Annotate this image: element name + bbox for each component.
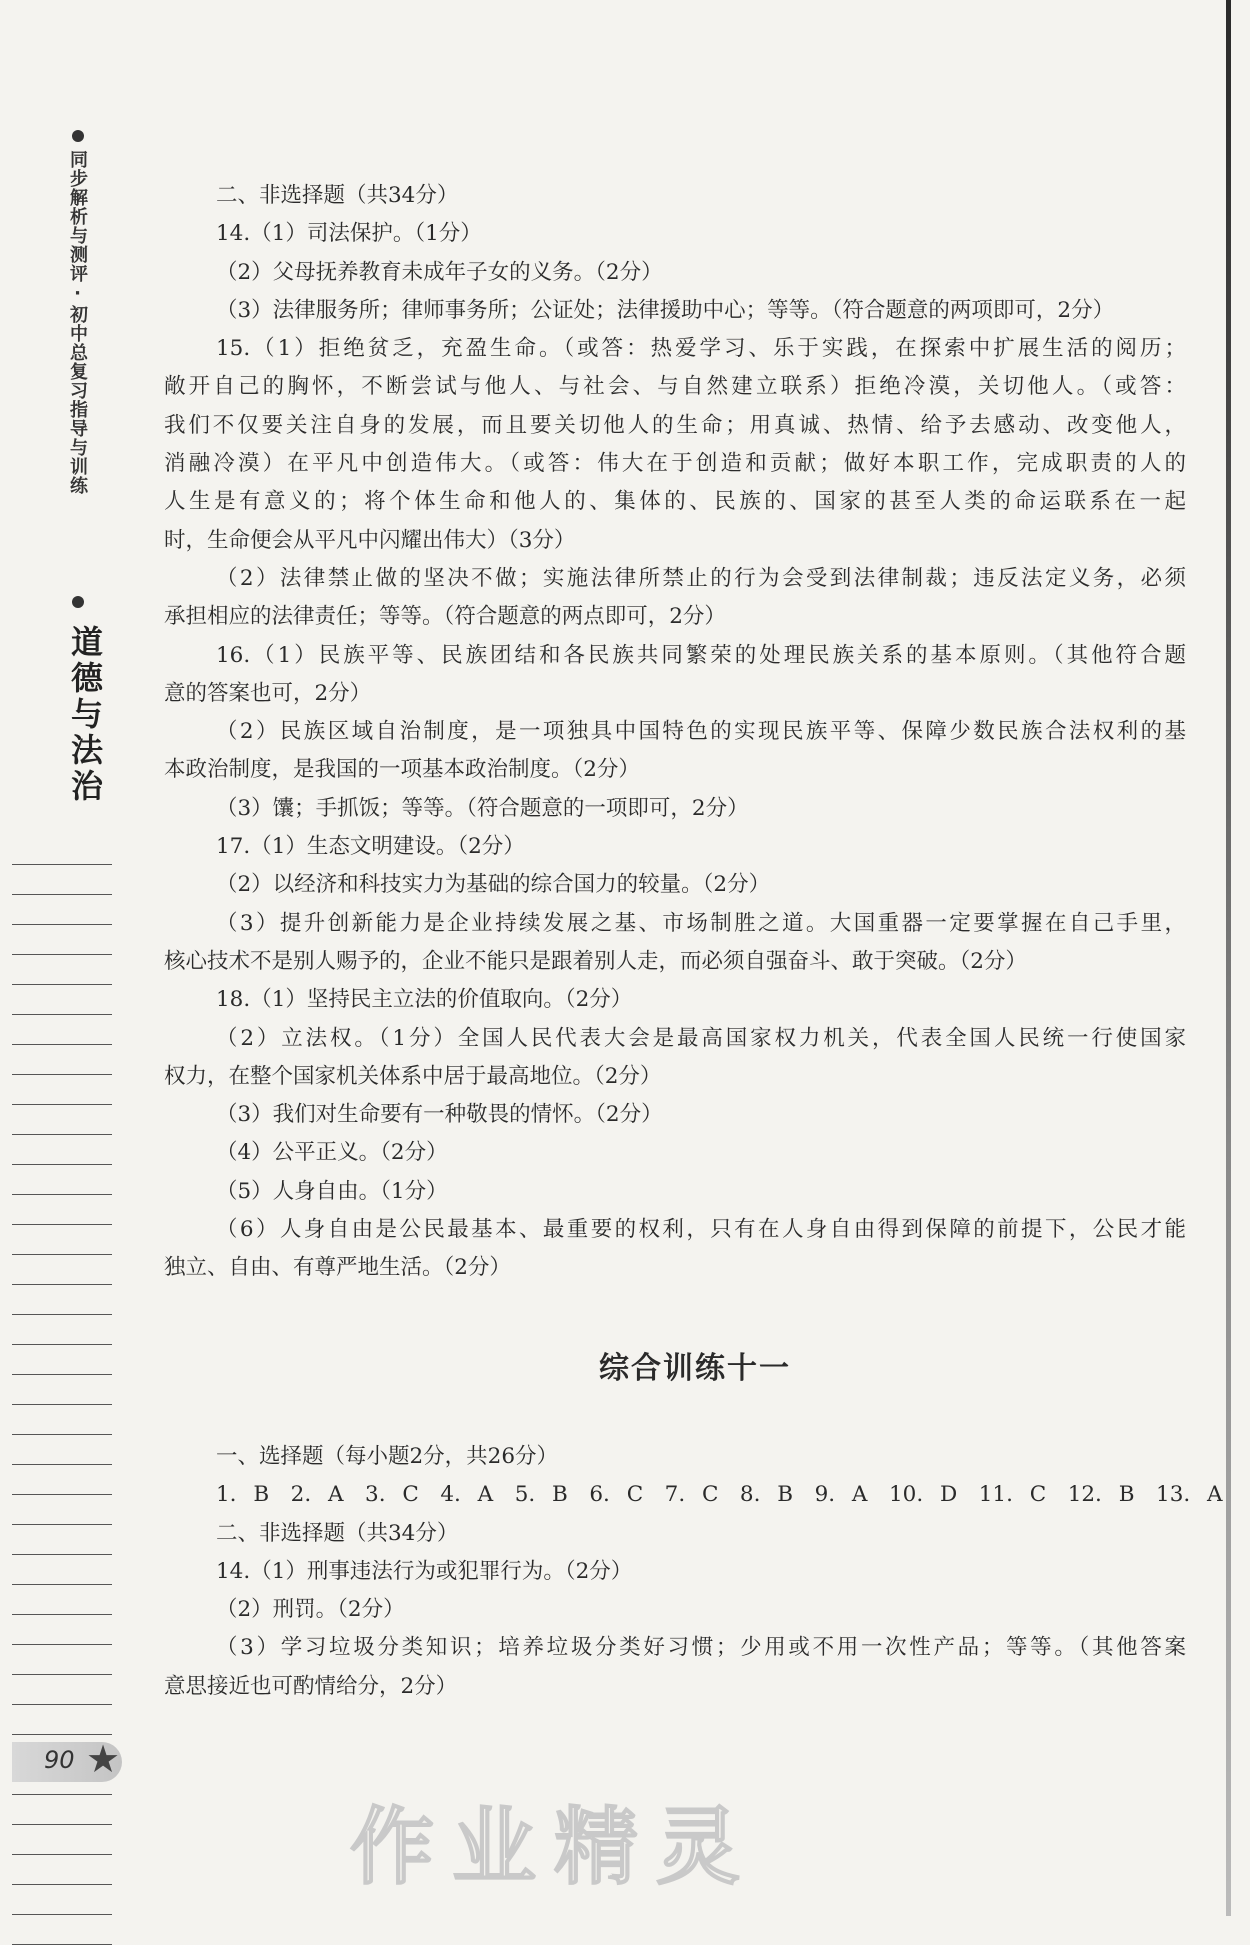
answer-lines-2: [164, 1515, 1186, 1706]
text-line: （2）刑罚。（2分）: [216, 1597, 405, 1623]
text-line: 承担相应的法律责任；等等。（符合题意的两点即可，2分）: [164, 604, 726, 630]
text-line: （6）人身自由是公民最基本、最重要的权利，只有在人身自由得到保障的前提下，公民才能: [216, 1217, 1186, 1243]
bullet-dot: [72, 596, 84, 608]
series-title: 同步解析与测评·初中总复习指导与训练: [67, 150, 88, 495]
text-line: （3）我们对生命要有一种敬畏的情怀。（2分）: [216, 1102, 663, 1128]
text-line: 独立、自由、有尊严地生活。（2分）: [164, 1255, 511, 1281]
text-line: 二、非选择题（共34分）: [216, 183, 459, 208]
page-number: 90: [44, 1746, 75, 1774]
section-title: 综合训练十一: [599, 1350, 791, 1386]
text-line: 16.（1）民族平等、民族团结和各民族共同繁荣的处理民族关系的基本原则。（其他符合题: [216, 642, 1186, 668]
text-line: 权力，在整个国家机关体系中居于最高地位。（2分）: [164, 1063, 662, 1089]
text-line: 敞开自己的胸怀，不断尝试与他人、与社会、与自然建立联系）拒绝冷漠，关切他人。（或答：: [164, 374, 1186, 400]
bullet-dot: [72, 130, 84, 142]
text-line: （3）学习垃圾分类知识；培养垃圾分类好习惯；少用或不用一次性产品；等等。（其他答案: [216, 1635, 1186, 1661]
text-line: 核心技术不是别人赐予的，企业不能只是跟着别人走，而必须自强奋斗、敢于突破。（2分）: [164, 948, 1027, 974]
text-line: 17.（1）生态文明建设。（2分）: [216, 834, 525, 860]
text-line: 本政治制度，是我国的一项基本政治制度。（2分）: [164, 757, 640, 783]
text-line: 二、非选择题（共34分）: [216, 1520, 459, 1546]
text-line: 意思接近也可酌情给分，2分）: [164, 1673, 458, 1699]
text-line: 18.（1）坚持民主立法的价值取向。（2分）: [216, 987, 633, 1013]
text-line: 14.（1）司法保护。（1分）: [216, 221, 482, 247]
answer-content: [164, 177, 1223, 1706]
text-line: 人生是有意义的；将个体生命和他人的、集体的、民族的、国家的甚至人类的命运联系在一起: [164, 489, 1186, 515]
text-line: 消融冷漠）在平凡中创造伟大。（或答：伟大在于创造和贡献；做好本职工作，完成职责的人的: [164, 451, 1186, 477]
text-line: （2）法律禁止做的坚决不做；实施法律所禁止的行为会受到法律制裁；违反法定义务，必须: [216, 565, 1186, 591]
binding-edge: [1226, 0, 1231, 1916]
text-line: （3）法律服务所；律师事务所；公证处；法律援助中心；等等。（符合题意的两项即可，2分）: [216, 297, 1115, 323]
text-line: （2）民族区域自治制度，是一项独具中国特色的实现民族平等、保障少数民族合法权利的基: [216, 719, 1186, 745]
text-line: （4）公平正义。（2分）: [216, 1140, 448, 1166]
text-line: （2）父母抚养教育未成年子女的义务。（2分）: [216, 259, 663, 285]
text-line: （2）立法权。（1分）全国人民代表大会是最高国家权力机关，代表全国人民统一行使国家: [216, 1025, 1186, 1051]
text-line: （2）以经济和科技实力为基础的综合国力的较量。（2分）: [216, 872, 771, 898]
text-line: （3）馕；手抓饭；等等。（符合题意的一项即可，2分）: [216, 795, 749, 821]
text-line: 意的答案也可，2分）: [164, 680, 372, 706]
text-line: 15.（1）拒绝贫乏，充盈生命。（或答：热爱学习、乐于实践，在探索中扩展生活的阅历；: [216, 336, 1186, 362]
choice-header: 一、选择题（每小题2分，共26分）: [216, 1443, 559, 1469]
choice-answers: 1. B 2. A 3. C 4. A 5. B 6. C 7. C 8. B 9. A 10. D 11. C 12. B 13. A: [216, 1482, 1223, 1508]
text-line: （5）人身自由。（1分）: [216, 1178, 448, 1204]
star-icon: ★: [86, 1737, 121, 1781]
watermark: 作业精灵: [350, 1798, 759, 1896]
text-line: 我们不仅要关注自身的发展，而且要关切他人的生命；用真诚、热情、给予去感动、改变他人，: [164, 412, 1186, 438]
answer-lines: [164, 177, 1186, 1288]
subject-title: 道德与法治: [66, 625, 104, 805]
text-line: （3）提升创新能力是企业持续发展之基、市场制胜之道。大国重器一定要掌握在自己手里，: [216, 910, 1186, 936]
text-line: 14.（1）刑事违法行为或犯罪行为。（2分）: [216, 1558, 633, 1584]
text-line: 时，生命便会从平凡中闪耀出伟大）（3分）: [164, 527, 576, 553]
